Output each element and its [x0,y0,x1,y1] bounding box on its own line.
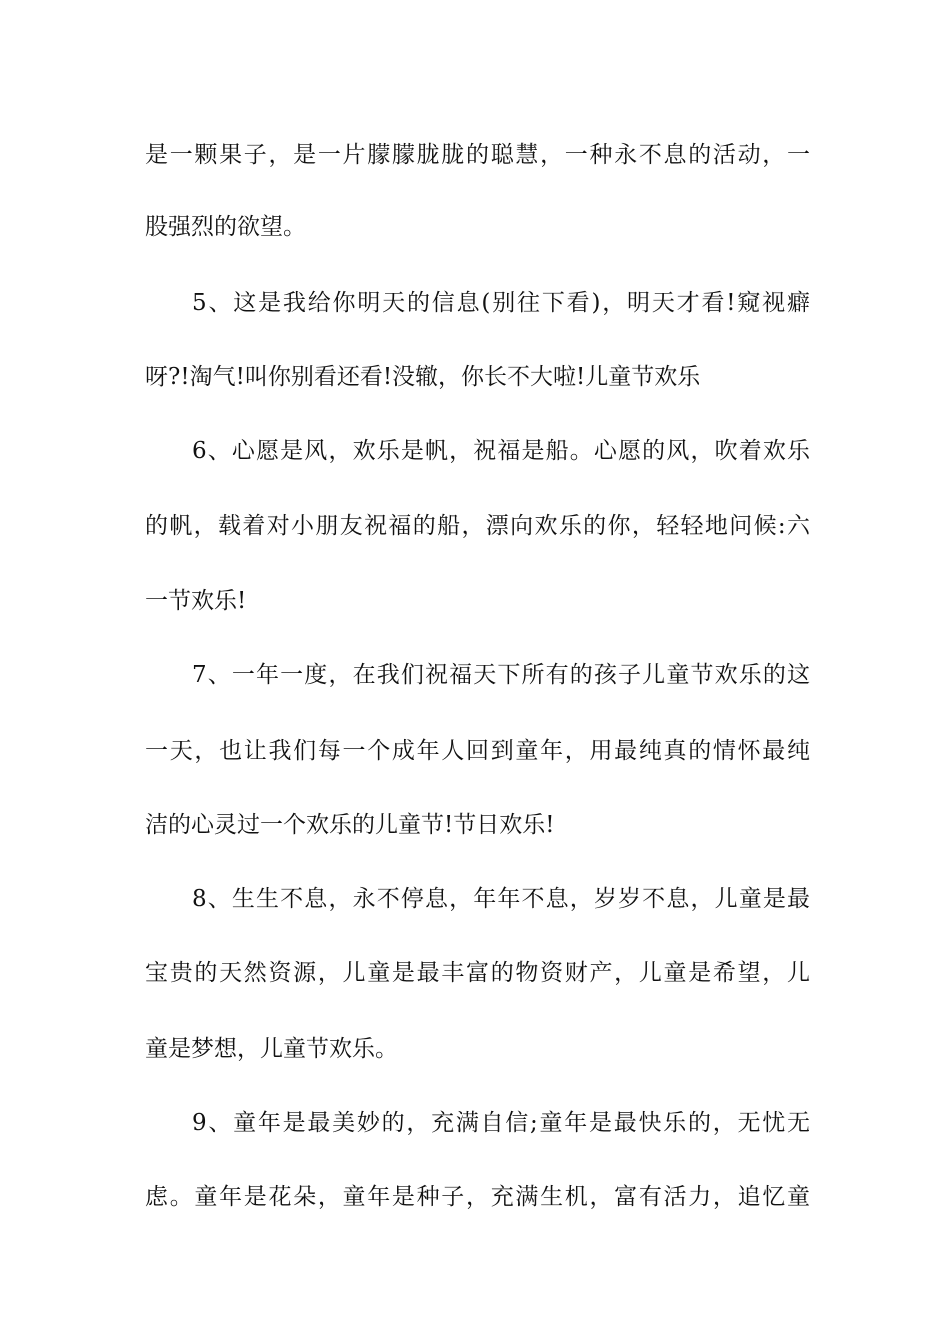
text-line: 宝贵的天然资源，儿童是最丰富的物资财产，儿童是希望，儿 [145,960,810,986]
text-line: 呀?!淘气!叫你别看还看!没辙，你长不大啦!儿童节欢乐 [145,364,701,390]
text-line: 9、童年是最美妙的，充满自信;童年是最快乐的，无忧无 [192,1110,810,1136]
text-line: 虑。童年是花朵，童年是种子，充满生机，富有活力，追忆童 [145,1184,810,1210]
text-line: 洁的心灵过一个欢乐的儿童节!节日欢乐! [145,812,555,838]
text-line: 的帆，载着对小朋友祝福的船，漂向欢乐的你，轻轻地问候:六 [145,513,810,539]
text-line: 一天，也让我们每一个成年人回到童年，用最纯真的情怀最纯 [145,738,810,764]
text-line: 5、这是我给你明天的信息(别往下看)，明天才看!窥视癖 [192,290,810,316]
text-line: 7、一年一度，在我们祝福天下所有的孩子儿童节欢乐的这 [192,662,810,688]
text-line: 股强烈的欲望。 [145,214,306,240]
text-line: 一节欢乐! [145,588,247,614]
text-line: 6、心愿是风，欢乐是帆，祝福是船。心愿的风，吹着欢乐 [192,438,810,464]
text-line: 是一颗果子，是一片朦朦胧胧的聪慧，一种永不息的活动，一 [145,142,810,168]
text-line: 8、生生不息，永不停息，年年不息，岁岁不息，儿童是最 [192,886,810,912]
text-line: 童是梦想，儿童节欢乐。 [145,1036,398,1062]
